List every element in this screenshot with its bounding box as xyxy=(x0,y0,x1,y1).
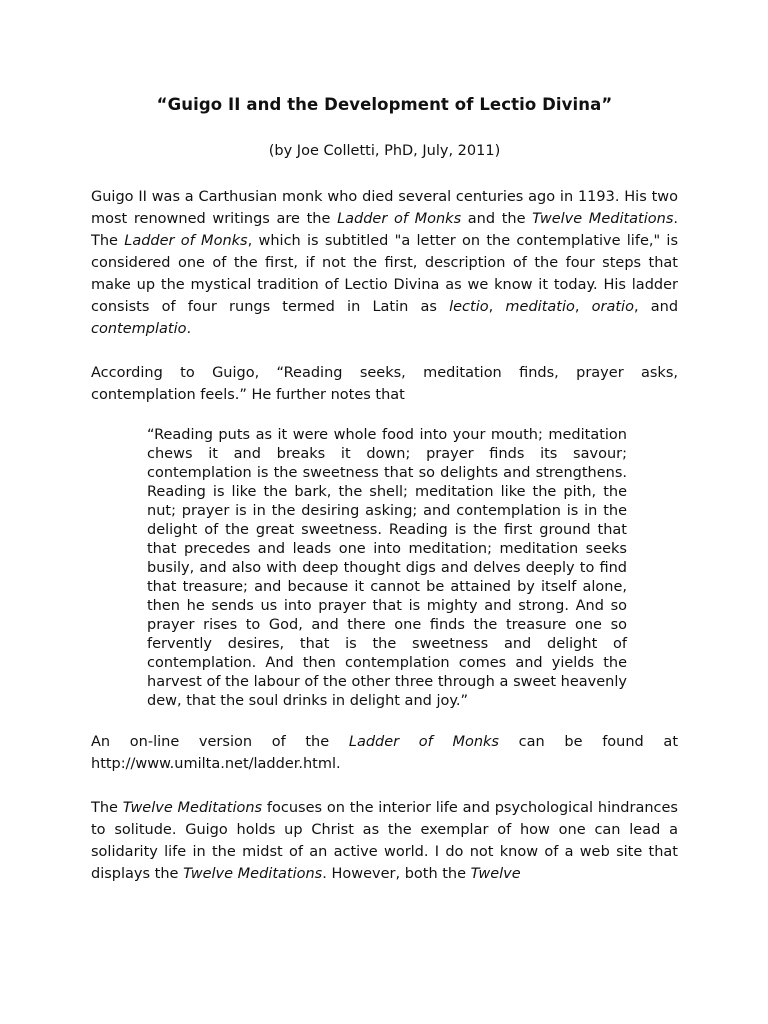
text-run: , xyxy=(574,299,592,315)
text-run: The xyxy=(91,800,123,816)
document-title: “Guigo II and the Development of Lectio Divina” xyxy=(156,95,613,114)
paragraph-guigo-quote-intro: According to Guigo, “Reading seeks, meditation finds, prayer asks, contemplation feels.” He further notes that xyxy=(91,365,678,403)
text-run: . xyxy=(186,321,192,337)
text-run: , which is subtitled "a letter on the contemplative life," is considered one of the first, if not the first, description of the four steps that make up the mystical tradition of Lectio Divina as we know it today. His ladder consists of four rungs termed in Latin as xyxy=(91,233,679,315)
text-run: focuses on the interior life and psychological hindrances to solitude. Guigo holds up Christ as the exemplar of how one can lead a solidarity life in the midst of an active world. I do not know of a web site that displays the xyxy=(91,800,678,882)
text-run: , xyxy=(488,299,506,315)
text-run: and the xyxy=(461,211,533,227)
document-page xyxy=(91,94,678,907)
text-run: . The xyxy=(91,211,678,249)
italic-title-meditations: Twelve Meditations xyxy=(183,866,323,882)
text-run: . However, both the xyxy=(322,866,471,882)
paragraph-twelve-meditations xyxy=(91,797,678,885)
italic-title-meditations: Twelve Meditations xyxy=(122,800,263,816)
text-run: can be found at http://www.umilta.net/ladder.html. xyxy=(91,734,679,772)
text-run: , and xyxy=(633,299,679,315)
block-quote: “Reading puts as it were whole food into your mouth; meditation chews it and breaks it down; prayer finds its savour; contemplation is the sweetness that so delights and strengthens. Reading is like the bark, the shell; meditation like the pith, the nut; prayer is in the desiring asking; and contemplation is in the delight of the great sweetness. Reading is the first ground that that precedes and leads one into meditation; meditation seeks busily, and also with deep thought digs and delves deeply to find that treasure; and because it cannot be attained by itself alone, then he sends us into prayer that is mighty and strong. And so prayer rises to God, and there one finds the treasure one so fervently desires, that is the sweetness and delight of contemplation. And then contemplation comes and yields the harvest of the labour of the other three through a sweet heavenly dew, that the soul drinks in delight and joy.” xyxy=(147,427,627,709)
byline: (by Joe Colletti, PhD, July, 2011) xyxy=(268,143,501,159)
italic-term-oratio: oratio xyxy=(591,299,634,315)
italic-title-ladder: Ladder of Monks xyxy=(124,233,248,249)
italic-title-ladder: Ladder of Monks xyxy=(348,734,499,750)
italic-title-ladder: Ladder of Monks xyxy=(337,211,462,227)
paragraph-online-version xyxy=(91,731,678,775)
italic-title-meditations: Twelve xyxy=(470,866,521,882)
italic-term-lectio: lectio xyxy=(449,299,489,315)
italic-term-contemplatio: contemplatio xyxy=(91,321,187,337)
paragraph-intro xyxy=(91,186,678,340)
text-run: An on-line version of the xyxy=(91,734,349,750)
text-run: Guigo II was a Carthusian monk who died several centuries ago in 1193. His two most renowned writings are the xyxy=(91,189,678,227)
italic-term-meditatio: meditatio xyxy=(505,299,575,315)
italic-title-meditations: Twelve Meditations xyxy=(532,211,674,227)
